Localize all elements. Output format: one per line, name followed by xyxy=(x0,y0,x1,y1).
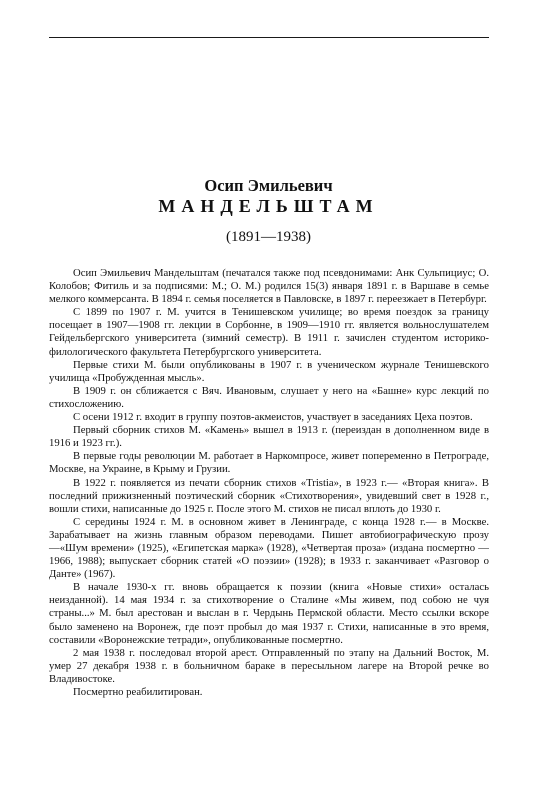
bio-paragraph: 2 мая 1938 г. последовал второй арест. Отправленный по этапу на Дальний Восток, М. умер 27 декабря 1938 г. в больничном бараке в пересыльном лагере на Второй речке во Владивостоке. xyxy=(49,646,489,685)
bio-paragraph: В первые годы революции М. работает в Наркомпросе, живет попеременно в Петрограде, Москве, на Украине, в Крыму и Грузии. xyxy=(49,450,489,476)
author-first-names: Осип Эмильевич xyxy=(204,176,333,195)
bio-paragraph: В 1909 г. он сближается с Вяч. Ивановым, слушает у него на «Башне» курс лекций по стихосложению. xyxy=(49,384,489,410)
bio-paragraph: Посмертно реабилитирован. xyxy=(73,686,203,698)
biography-text xyxy=(49,267,489,699)
bio-paragraph: Первые стихи М. были опубликованы в 1907 г. в ученическом журнале Тенишевского училища «Пробужденная мысль». xyxy=(49,358,489,384)
bio-paragraph: В 1922 г. появляется из печати сборник стихов «Tristia», в 1923 г.— «Вторая книга». В последний прижизненный поэтический сборник «Стихотворения», увидевший свет в 1928 г., вошли стихи, написанные до 1925 г. После этого М. стихов не писал вплоть до 1930 г. xyxy=(49,476,489,515)
bio-paragraph: С середины 1924 г. М. в основном живет в Ленинграде, с конца 1928 г.— в Москве. Зарабатывает на жизнь главным образом переводами. Пишет автобиографическую прозу —«Шум времени» (1925), «Египетская марка» (1928), «Четвертая проза» (издана посмертно — 1966, 1988); выпускает сборник статей «О поэзии» (1928); в 1933 г. заканчивает «Разговор о Данте» (1967). xyxy=(49,515,489,581)
top-rule xyxy=(49,37,489,38)
author-surname: МАНДЕЛЬШТАМ xyxy=(158,196,379,216)
bio-paragraph: Первый сборник стихов М. «Камень» вышел в 1913 г. (переиздан в дополненном виде в 1916 и 1923 гг.). xyxy=(49,424,489,450)
bio-paragraph: Осип Эмильевич Мандельштам (печатался также под псевдонимами: Анк Сульпициус; О. Колобов; Фитиль и за подписями: М.; О. М.) родился 15(3) января 1891 г. в Варшаве в семье мелкого коммерсанта. В 1894 г. семья поселяется в Павловске, в 1897 г. переезжает в Петербург. xyxy=(49,267,489,306)
bio-paragraph: С осени 1912 г. входит в группу поэтов-акмеистов, участвует в заседаниях Цеха поэтов. xyxy=(73,411,473,424)
life-years: (1891—1938) xyxy=(226,229,311,245)
bio-paragraph: С 1899 по 1907 г. М. учится в Тенишевском училище; во время поездок за границу посещает в 1907—1908 гг. лекции в Сорбонне, в 1909—1910 гг. является вольнослушателем Гейдельбергского университета (зимний семестр). В 1911 г. зачислен студентом историко-филологического факультета Петербургского университета. xyxy=(49,306,489,358)
bio-paragraph: В начале 1930-х гг. вновь обращается к поэзии (книга «Новые стихи» осталась неизданной). 14 мая 1934 г. за стихотворение о Сталине «Мы живем, под собою не чуя страны...» М. был арестован и выслан в г. Чердынь Пермской области. Место ссылки вскоре было заменено на Воронеж, где поэт пробыл до мая 1937 г. Стихи, написанные в это время, составили «Воронежские тетради», опубликованные посмертно. xyxy=(49,581,489,646)
